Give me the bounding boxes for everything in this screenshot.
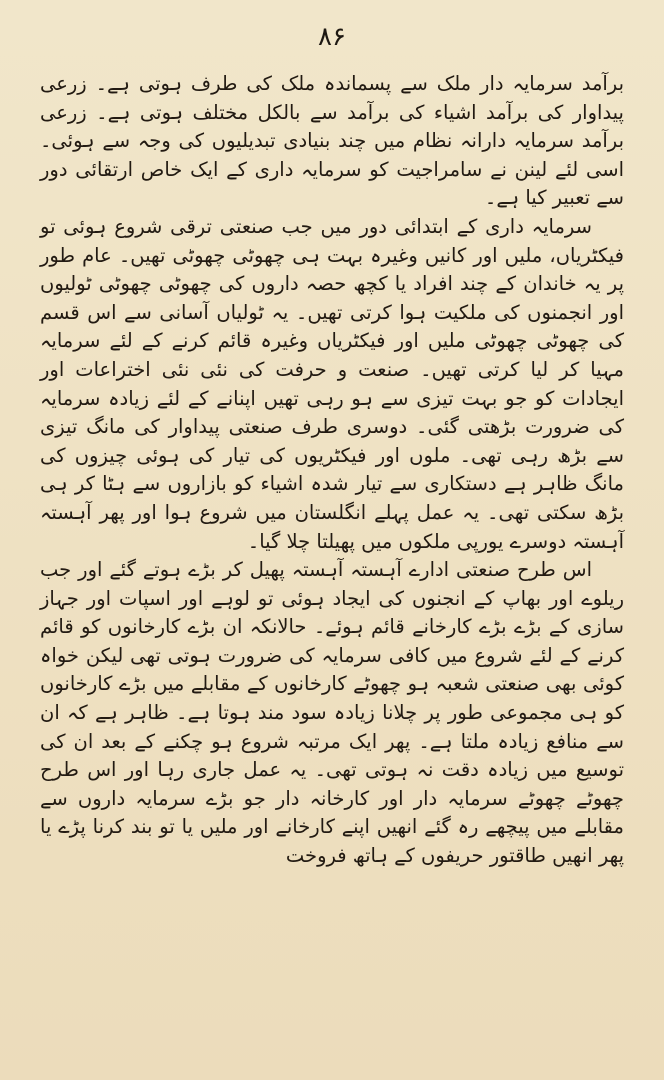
paragraph-2: سرمایہ داری کے ابتدائی دور میں جب صنعتی ترقی شروع ہوئی تو فیکٹریاں، ملیں اور کانیں وغیرہ بہت ہی چھوٹی چھوٹی تھیں۔ عام طور پر یہ خاندان کے چند افراد یا کچھ حصہ داروں کی چھوٹی چھوٹی ٹولیوں اور انجمنوں کی ملکیت ہوا کرتی تھیں۔ یہ ٹولیاں آسانی سے اس قسم کی چھوٹی چھوٹی ملیں اور فیکٹریاں وغیرہ قائم کرنے کے لئے سرمایہ مہیا کر لیا کرتی تھیں۔ صنعت و حرفت کی نئی نئی اختراعات اور ایجادات کو جو بہت تیزی سے ہو رہی تھیں اپنانے کے لئے زیادہ سرمایہ کی ضرورت بڑھتی گئی۔ دوسری طرف صنعتی پیداوار کی مانگ تیزی سے بڑھ رہی تھی۔ ملوں اور فیکٹریوں کی تیار کی ہوئی چیزوں کی مانگ ظاہر ہے دستکاری سے تیار شدہ اشیاء کو بازاروں سے ہٹا کر ہی بڑھ سکتی تھی۔ یہ عمل پہلے انگلستان میں شروع ہوا اور پھر آہستہ آہستہ دوسرے یورپی ملکوں میں پھیلتا چلا گیا۔ — [40, 214, 624, 553]
page-number: ۸۶ — [318, 22, 346, 52]
paragraph-3: اس طرح صنعتی ادارے آہستہ آہستہ پھیل کر بڑے ہوتے گئے اور جب ریلوے اور بھاپ کے انجنوں کی ایجاد ہوئی تو لوہے اور اسپات اور جہاز سازی کے بڑے بڑے کارخانے قائم ہوئے۔ حالانکہ ان بڑے کارخانوں کو قائم کرنے کے لئے شروع میں کافی سرمایہ کی ضرورت ہوتی تھی لیکن خواہ کوئی بھی صنعتی شعبہ ہو چھوٹے کارخانوں کے مقابلے میں بڑے کارخانوں کو ہی مجموعی طور پر چلانا زیادہ سود مند ہوتا ہے۔ ظاہر ہے کہ ان سے منافع زیادہ ملتا ہے۔ پھر ایک مرتبہ شروع ہو چکنے کے بعد ان کی توسیع میں زیادہ دقت نہ ہوتی تھی۔ یہ عمل جاری رہا اور اس طرح چھوٹے چھوٹے سرمایہ دار اور کارخانہ دار جو بڑے سرمایہ داروں سے مقابلے میں پیچھے رہ گئے انھیں اپنے کارخانے اور ملیں یا تو بند کرنا پڑے یا پھر انھیں طاقتور حریفوں کے ہاتھ فروخت — [40, 558, 624, 868]
paragraph-1: برآمد سرمایہ دار ملک سے پسماندہ ملک کی طرف ہوتی ہے۔ زرعی پیداوار کی برآمد اشیاء کی برآمد سے بالکل مختلف ہوتی ہے۔ زرعی برآمد سرمایہ دارانہ نظام میں چند بنیادی تبدیلیوں کی وجہ سے ہوئی۔ اسی لئے لینن نے سامراجیت کو سرمایہ داری کے ایک خاص ارتقائی دور سے تعبیر کیا ہے۔ — [40, 72, 624, 210]
page-body — [40, 70, 624, 871]
